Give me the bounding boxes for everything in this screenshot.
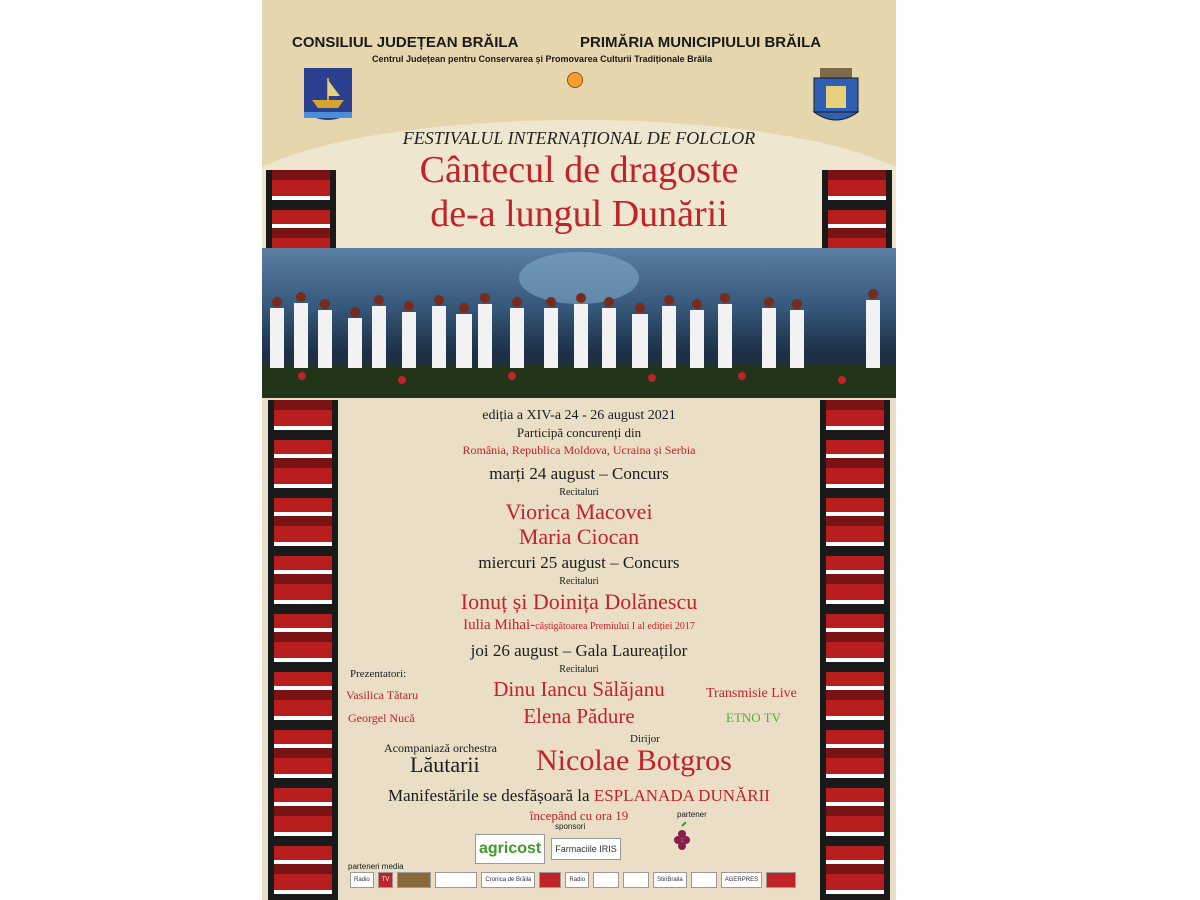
day1-artist-1: Viorica Macovei xyxy=(505,499,653,524)
conductor-name: Nicolae Botgros xyxy=(536,744,732,777)
stage-photo xyxy=(262,248,896,398)
media-logo-3 xyxy=(397,872,431,888)
day1-recitals-label: Recitaluri xyxy=(559,487,599,498)
sponsor-logo-agricost: agricost xyxy=(475,834,545,864)
live-broadcast-label: Transmisie Live xyxy=(706,686,797,701)
folk-border-left xyxy=(268,400,338,900)
day3-recitals-label: Recitaluri xyxy=(559,664,599,675)
media-logo-4 xyxy=(435,872,477,888)
day2-extra-artist: Iulia Mihai- xyxy=(463,617,536,633)
day1-artist-2: Maria Ciocan xyxy=(518,524,640,549)
day3-heading: joi 26 august – Gala Laureaților xyxy=(470,641,688,660)
media-logo-13 xyxy=(766,872,796,888)
presenter-2: Georgel Nucă xyxy=(348,711,415,725)
live-channel: ETNO TV xyxy=(726,710,782,725)
media-logo-1: Radio xyxy=(350,872,374,888)
partner-label: partener xyxy=(677,810,707,819)
council-name: CONSILIUL JUDEȚEAN BRĂILA xyxy=(292,34,519,51)
sponsors-label: sponsori xyxy=(555,822,586,831)
day2-extra-note: câștigătoarea Premiului I al ediției 2017 xyxy=(535,621,695,632)
media-logo-2: TV xyxy=(378,872,394,888)
venue-prefix: Manifestările se desfășoară la xyxy=(388,786,594,805)
day3-artist-1: Dinu Iancu Sălăjanu xyxy=(493,677,665,701)
mayor-name: PRIMĂRIA MUNICIPIULUI BRĂILA xyxy=(580,34,822,51)
participants-label: Participă concurenți din xyxy=(516,425,642,440)
participant-countries: România, Republica Moldova, Ucraina și Serbia xyxy=(462,443,696,457)
media-logo-5: Cronica de Brăila xyxy=(481,872,535,888)
orchestra-label: Acompaniază orchestra xyxy=(384,741,497,755)
media-logo-10: StiriBraila xyxy=(653,872,687,888)
county-crest-icon xyxy=(302,68,354,128)
festival-poster xyxy=(262,0,896,900)
presenter-1: Vasilica Tătaru xyxy=(346,688,419,702)
media-partners-label: parteneri media xyxy=(348,862,404,871)
festival-title-line1: Cântecul de dragoste xyxy=(419,149,739,191)
day1-heading: marți 24 august – Concurs xyxy=(489,464,669,483)
day3-artist-2: Elena Pădure xyxy=(523,704,635,728)
media-logo-6 xyxy=(539,872,561,888)
day2-artist-1: Ionuț și Doinița Dolănescu xyxy=(460,589,698,614)
conductor-label: Dirijor xyxy=(630,733,660,745)
venue-place: ESPLANADA DUNĂRII xyxy=(593,786,770,805)
festival-title-line2: de-a lungul Dunării xyxy=(430,193,728,235)
city-crest-icon xyxy=(810,68,862,128)
orchestra-name: Lăutarii xyxy=(410,752,480,777)
media-logo-9 xyxy=(623,872,649,888)
media-logo-12: AGERPRES xyxy=(721,872,762,888)
start-time: începând cu ora 19 xyxy=(529,808,629,823)
edition-dates: ediția a XIV-a 24 - 26 august 2021 xyxy=(482,408,676,423)
center-logo-icon xyxy=(567,72,583,88)
media-logo-8 xyxy=(593,872,619,888)
cultural-center-name: Centrul Județean pentru Conservarea și Promovarea Culturii Tradiționale Brăila xyxy=(372,54,713,64)
folk-border-right xyxy=(820,400,890,900)
presenters-label: Prezentatori: xyxy=(350,668,407,680)
orchestra-on-stage-image xyxy=(262,248,896,398)
sponsor-logo-iris: Farmaciile IRIS xyxy=(551,838,621,860)
media-logo-7: Radio xyxy=(565,872,589,888)
day2-recitals-label: Recitaluri xyxy=(559,576,599,587)
media-logo-11 xyxy=(691,872,717,888)
festival-subtitle: FESTIVALUL INTERNAȚIONAL DE FOLCLOR xyxy=(402,128,756,148)
day2-heading: miercuri 25 august – Concurs xyxy=(478,553,680,572)
partner-grapes-icon xyxy=(670,822,694,860)
